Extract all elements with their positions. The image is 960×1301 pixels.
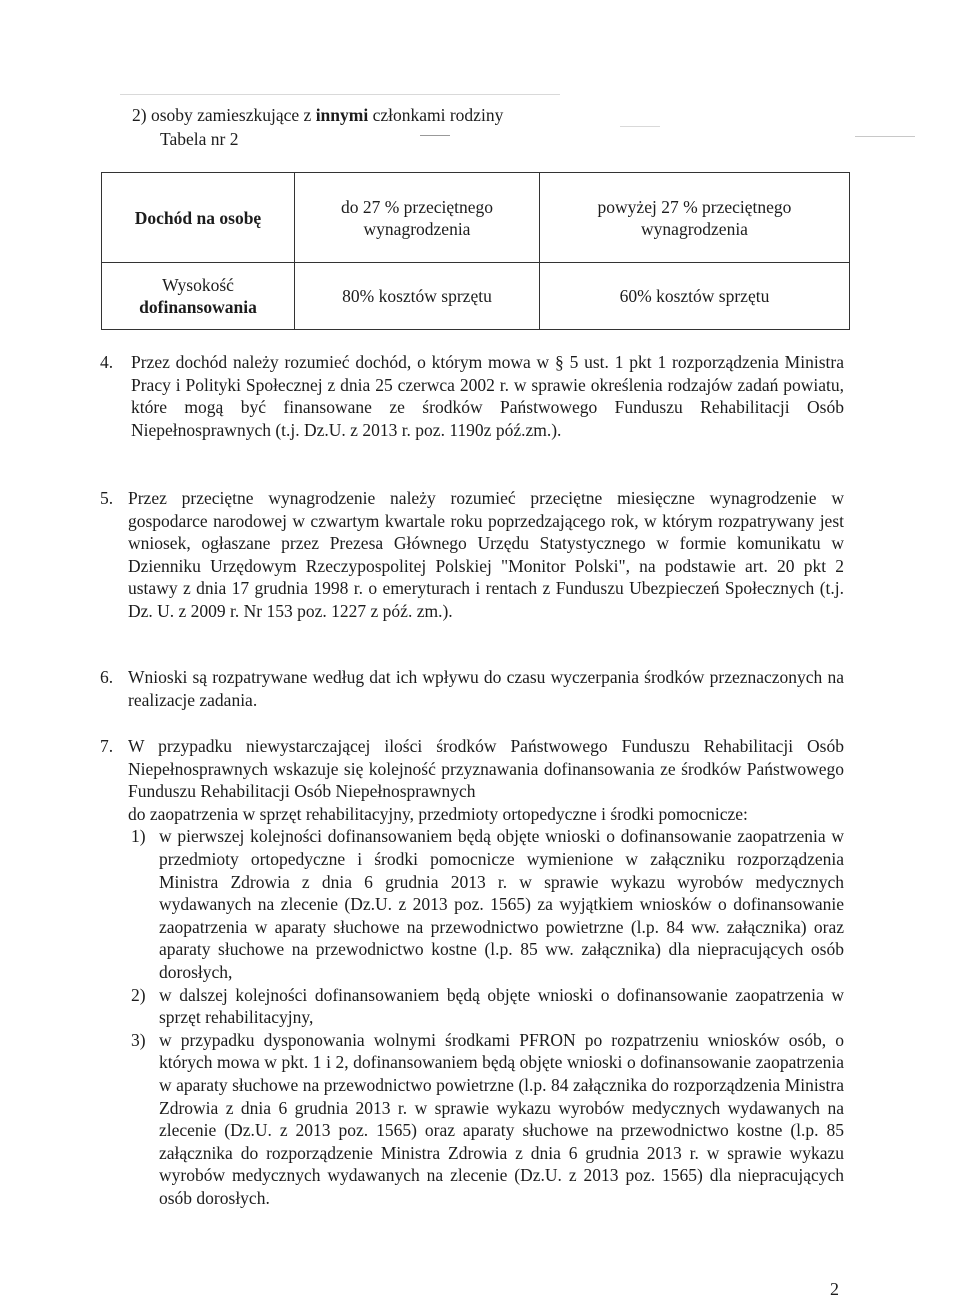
page-number: 2	[830, 1279, 839, 1299]
point-number: 6.	[100, 667, 114, 687]
intro-line	[132, 103, 732, 127]
intro-item-number: 2)	[132, 105, 147, 125]
header-up-to-27-line2: wynagrodzenia	[363, 218, 471, 239]
header-up-to-27	[295, 173, 540, 263]
intro-text-emphasis: innymi	[315, 105, 369, 125]
row-label-funding	[102, 263, 295, 330]
subpoint-3	[131, 1029, 844, 1210]
intro-section	[132, 103, 732, 151]
cell-80-percent: 80% kosztów sprzętu	[295, 263, 540, 330]
scan-line	[855, 136, 915, 137]
subpoint-2	[131, 984, 844, 1029]
point-text: W przypadku niewystarczającej ilości środków Państwowego Funduszu Rehabilitacji Osób Niepełnosprawnych wskazuje się kolejność przyznawania dofinansowania ze środków Państwowego Funduszu Rehabilitacji Osób Niepełnosprawnych	[128, 736, 844, 802]
subpoint-number: 1)	[131, 826, 146, 847]
subpoint-text: w dalszej kolejności dofinansowaniem będą objęte wnioski o dofinansowanie zaopatrzenia w sprzęt rehabilitacyjny,	[159, 984, 844, 1028]
subpoint-text: w pierwszej kolejności dofinansowaniem będą objęte wnioski o dofinansowanie zaopatrzenia w przedmioty ortopedyczne i środki pomocnicze wymienione w załączniku rozporządzenia Ministra Zdrowia z dnia 6 grudnia 2013 r. w sprawie wykazu wyrobów medycznych wydawanych na zlecenie (Dz.U. z 2013 poz. 1565) za wyjątkiem wniosków o dofinansowanie zaopatrzenia w aparaty słuchowe na przewodnictwo powietrzne (l.p. 84 ww. załącznika) oraz aparaty słuchowe na przewodnictwo kostne (l.p. 85 ww. załącznika) dla niepracujących osób dorosłych,	[159, 826, 844, 982]
intro-text-prefix: osoby zamieszkujące z	[150, 105, 316, 125]
table-row	[102, 263, 850, 330]
subpoint-number: 3)	[131, 1029, 146, 1050]
intro-text-suffix: członkami rodziny	[368, 105, 504, 125]
header-above-27-line2: wynagrodzenia	[641, 218, 748, 239]
header-income-per-person: Dochód na osobę	[102, 173, 295, 263]
subpoint-text: w przypadku dysponowania wolnymi środkami PFRON po rozpatrzeniu wniosków osób, o których mowa w pkt. 1 i 2, dofinansowaniem będą objęte wnioski o dofinansowanie zaopatrzenia w aparaty słuchowe na przewodnictwo powietrzne (l.p. 84 załącznika do rozporządzenia Ministra Zdrowia z dnia 6 grudnia 2013 r. w sprawie wykazu wyrobów medycznych wydawanych na zlecenie (Dz.U. z 2013 poz. 1565) oraz aparaty słuchowe na przewodnictwo kostne (l.p. 85 załącznika do rozporządzenie Ministra Zdrowia z dnia 6 grudnia 2013 r. w sprawie wykazu wyrobów medycznych wydawanych na zlecenie (Dz.U. z 2013 poz. 1565) dla niepracujących osób dorosłych.	[159, 1029, 844, 1208]
funding-table	[101, 172, 850, 330]
cell-60-percent: 60% kosztów sprzętu	[540, 263, 850, 330]
table-caption: Tabela nr 2	[160, 129, 239, 149]
point-text-tail: do zaopatrzenia w sprzęt rehabilitacyjny, przedmioty ortopedyczne i środki pomocnicze:	[128, 803, 748, 824]
point-body	[128, 735, 844, 1209]
row-label-line1: Wysokość	[162, 275, 234, 295]
header-up-to-27-line1: do 27 % przeciętnego	[340, 196, 494, 217]
point-number: 4.	[100, 352, 114, 372]
point-text: Przez przeciętne wynagrodzenie należy rozumieć przeciętne miesięczne wynagrodzenie w gospodarce narodowej w czwartym kwartale roku poprzedzającego rok, w którym rozpatrywany jest wniosek, ogłaszane przez Prezesa Głównego Urzędu Statystycznego w formie komunikatu w Dzienniku Urzędowym Rzeczypospolitej Polskiej "Monitor Polski", na podstawie art. 20 pkt 2 ustawy z dnia 17 grudnia 1998 r. o emeryturach i rentach z Funduszu Ubezpieczeń Społecznych (t.j. Dz. U. z 2009 r. Nr 153 poz. 1227 z póź. zm.).	[128, 488, 844, 621]
header-above-27	[540, 173, 850, 263]
subpoint-1	[131, 825, 844, 983]
point-text: Wnioski są rozpatrywane według dat ich wpływu do czasu wyczerpania środków przeznaczonych na realizacje zadania.	[128, 667, 844, 710]
row-label-line2: dofinansowania	[139, 297, 257, 317]
subpoint-number: 2)	[131, 984, 146, 1005]
scan-line	[120, 94, 560, 95]
point-text: Przez dochód należy rozumieć dochód, o którym mowa w § 5 ust. 1 pkt 1 rozporządzenia Ministra Pracy i Polityki Społecznej z dnia 25 czerwca 2002 r. w sprawie określenia rodzajów zadań powiatu, które mogą być finansowane ze środków Państwowego Funduszu Rehabilitacji Osób Niepełnosprawnych (t.j. Dz.U. z 2013 r. poz. 1190z póź.zm.).	[131, 352, 844, 440]
point-number: 7.	[100, 736, 114, 756]
point-number: 5.	[100, 488, 114, 508]
table-header-row	[102, 173, 850, 263]
header-above-27-line1: powyżej 27 % przeciętnego	[597, 196, 792, 217]
